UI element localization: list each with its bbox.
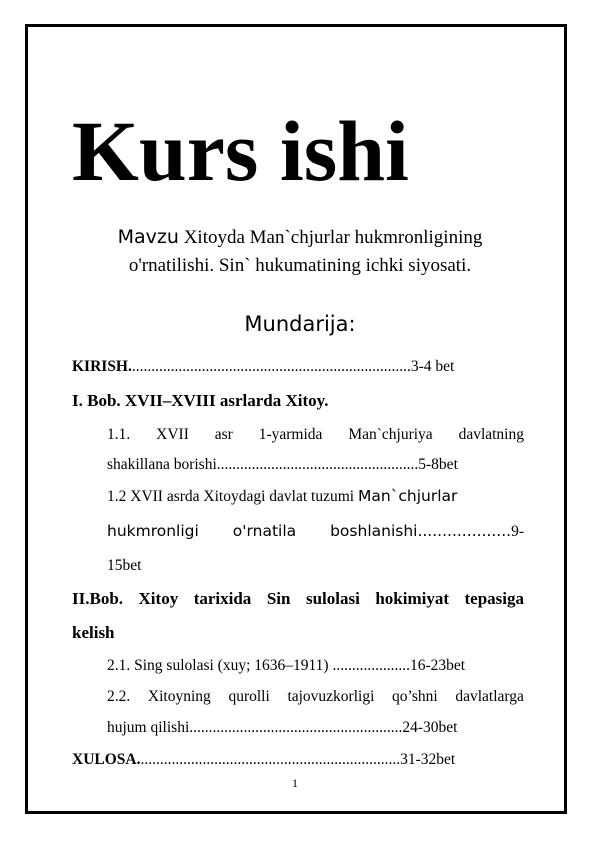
contents-heading: Mundarija: (244, 312, 356, 336)
toc-section-1-2-line-1 (107, 489, 457, 505)
page-number: 1 (292, 776, 298, 790)
toc-word: tajovuzkorligi (287, 688, 375, 705)
toc-section-1-1-line-2: shakillana borishi....................................................5-8bet (107, 456, 458, 473)
toc-word: tarixida (193, 589, 252, 608)
toc-word: II.Bob. (72, 589, 124, 608)
toc-section-2-2-line-2: hujum qilishi.......................................................24-30bet (107, 719, 458, 736)
toc-word: 2.2. (107, 688, 131, 705)
topic-line-2: o'rnatilishi. Sin` hukumatining ichki siyosati. (128, 255, 472, 276)
toc-section-1-2-pages-b: 15bet (107, 557, 142, 574)
toc-word: tepasiga (464, 589, 524, 608)
document-title: Kurs ishi (72, 103, 409, 199)
toc-word: hokimiyat (375, 589, 449, 608)
toc-word-group (330, 524, 524, 540)
toc-word: sulolasi (305, 589, 360, 608)
toc-word: Xitoy (138, 589, 179, 608)
toc-word: davlatlarga (455, 688, 524, 705)
toc-word: o'rnatila (232, 522, 297, 540)
toc-word: asr (214, 426, 233, 443)
toc-xulosa-title: XULOSA. (72, 751, 141, 768)
toc-xulosa-leader: ...................................................................31-32bet (140, 751, 456, 768)
toc-word: 1.1. (107, 426, 131, 443)
toc-word: davlatning (458, 426, 524, 443)
toc-word: boshlanishi................... (330, 522, 512, 540)
toc-word: Man`chjuriya (348, 426, 433, 443)
toc-section-2-2-line-1 (107, 689, 524, 705)
toc-section-1-2-sans-part: Man`chjurlar (357, 487, 458, 505)
toc-word: XVII (156, 426, 189, 443)
toc-kirish-title: KIRISH. (72, 358, 132, 375)
toc-xulosa (72, 752, 455, 768)
toc-section-1-2-serif-part: 1.2 XVII asrda Xitoydagi davlat tuzumi (107, 488, 355, 505)
toc-chapter-1: I. Bob. XVII–XVIII asrlarda Xitoy. (72, 391, 329, 410)
toc-kirish (72, 359, 454, 375)
topic-label: Mavzu (117, 226, 179, 248)
toc-kirish-pages: 3-4 bet (410, 358, 455, 375)
toc-word: qurolli (228, 688, 270, 705)
toc-word: hukmronligi (107, 522, 199, 540)
toc-chapter-2-line-1 (72, 590, 524, 607)
toc-section-1-2-line-2 (107, 524, 524, 540)
toc-word: qo’shni (392, 688, 438, 705)
toc-word: 1-yarmida (258, 426, 323, 443)
toc-kirish-leader: ........................................................................ (131, 358, 411, 375)
toc-section-1-1-line-1 (107, 427, 524, 443)
toc-word: Sin (266, 589, 291, 608)
toc-chapter-2-line-2: kelish (72, 623, 115, 642)
topic-text-1: Xitoyda Man`chjurlar hukmronligining (183, 227, 483, 248)
toc-section-1-2-pages-a: 9- (511, 523, 524, 540)
topic-line-1 (60, 225, 540, 251)
toc-word: Xitoyning (147, 688, 211, 705)
toc-section-2-1: 2.1. Sing sulolasi (xuy; 1636–1911) ....................16-23bet (107, 657, 466, 674)
